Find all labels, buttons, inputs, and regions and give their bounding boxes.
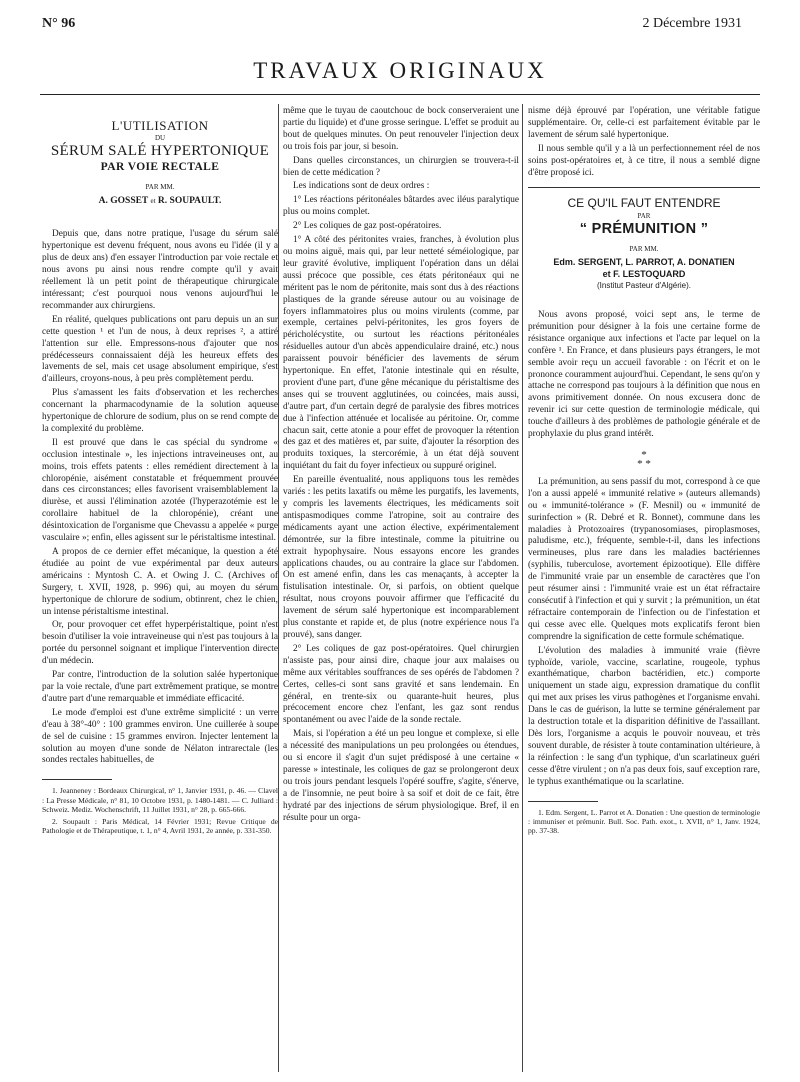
paragraph: Mais, si l'opération a été un peu longue et complexe, si elle a nécessité des manipulations un peu prolongées ou étendues, ou si encore il s'agit d'un sujet prédisposé à une certaine « paresse » intestinale, les coliques de gaz se prolongeront deux ou trois jours pendant lesquels l'opéré souffre, s'agite, s'énerve, a de l'insomnie, ne peut boire à sa soif et doit de ce fait, être hydraté par des injections de sérum physiologique. Bref, il en résulte pour un orga-: [283, 729, 519, 823]
column-divider: [522, 104, 523, 1072]
article2-institution: (Institut Pasteur d'Algérie).: [596, 281, 691, 291]
paragraph: Il est prouvé que dans le cas spécial du syndrome « occlusion intestinale », les injections intraveineuses ont, au moins, trois effets patents : elles remédient directement à la chloropénie, aisément constatable et fréquemment prouvée dans ces circonstances; elles favorisent vraisemblablement la diurèse, et aussi l'élimination azotée (l'hyperazotémie est le corollaire habituel de la chloropénie), créant une désintoxication de l'organisme que Chevassu a appelée « purge vasculaire »; enfin, elles agissent sur le péristaltisme intestinal.: [42, 437, 278, 544]
column-divider: [278, 104, 279, 1072]
asterism-bottom: * *: [637, 457, 651, 470]
article1-title-line1: L'UTILISATION: [111, 118, 209, 133]
paragraph: même que le tuyau de caoutchouc de bock conserveraient une partie du liquide) et d'une grosse seringue. L'effet se produit au bout de quelques minutes. On peut renouveler l'injection deux ou trois fois par jour, si besoin.: [283, 106, 519, 152]
paragraph: 1° Les réactions péritonéales bâtardes avec iléus paralytique plus ou moins complet.: [283, 195, 519, 218]
article2-authors-line2: et F. LESTOQUARD: [602, 269, 686, 280]
issue-date: 2 Décembre 1931: [642, 16, 742, 31]
paragraph: 1° A côté des péritonites vraies, franches, à évolution plus ou moins aiguë, mais qui, par leur netteté séméiologique, par leur gravité évolutive, impliquent l'opération dans un délai aussi précoce que possible, ces états péritonéaux qui ne méritent pas le nom de péritonite, mais sont dus à des réactions plastiques de la grande séreuse autour ou au voisinage de foyers inflammatoires plus ou moins virulents (comme, par exemple, certaines pelvi-péritonites, les gros foyers de péricholécystite, ou surtout les réactions péritonéales résiduelles autour d'un abcès appendiculaire drainé, etc.) nous paraissent pouvoir bénéficier des lavements de sérum hypertonique. En effet, l'atonie intestinale qui en résulte, provient d'une part, d'une gêne mécanique du péristaltisme des anses qui se trouvent agglutinées, ou coincées, mais aussi, d'autre part, d'un certain degré de paralysie des fibres motrices due à l'infection atténuée et localisée au péritoine. Or, comme chacun sait, cette atonie a pour effet de provoquer la rétention des gaz et des matières et, par suite, d'ajouter la résorption des produits toxiques, la stercorémie, à un état déjà souvent inquiétant du fait du foyer infectieux ou suppuré originel.: [283, 235, 519, 472]
paragraph: Nous avons proposé, voici sept ans, le terme de prémunition pour désigner à la fois une certaine forme de résistance organique aux infections et l'acte par lequel on la confère ¹. En France, et dans plusieurs pays étrangers, le mot semble avoir reçu un accueil favorable : on l'écrit et on le prononce couramment aujourd'hui. Cependant, le sens qu'on y attache ne correspond pas toujours à la définition que nous en avons primitivement donnée. On nous excusera donc de revenir ici sur cette question de terminologie médicale, qui touche d'ailleurs à des problèmes de pathologie générale et de prophylaxie du plus grand intérêt.: [528, 309, 760, 440]
paragraph: Or, pour provoquer cet effet hyperpéristaltique, point n'est besoin d'utiliser la voie intraveineuse qui n'est pas toujours à la portée du personnel soignant et implique l'intervention directe d'un médecin.: [42, 620, 278, 667]
article2-par-mm: PAR MM.: [629, 245, 659, 254]
paragraph: 2° Les coliques de gaz post-opératoires. Quel chirurgien n'assiste pas, pour ainsi dire, chaque jour aux malaises ou même aux véritables souffrances de ses opérés de l'abdomen ? Certes, celles-ci sont sans gravité et sans lendemain. En général, en trente-six ou quarante-huit heures, plus précocement encore chez l'enfant, les gaz sont rendus spontanément ou avec l'aide de la sonde rectale.: [283, 643, 519, 726]
footnote-rule: [42, 779, 112, 780]
article2-title-line2: “ PRÉMUNITION ”: [579, 221, 709, 238]
issue-number: N° 96: [42, 16, 76, 31]
article1-authors: [42, 196, 278, 208]
paragraph: Depuis que, dans notre pratique, l'usage du sérum salé hypertonique est devenu fréquent, nous avons eu l'idée (il y a plus de deux ans) d'en essayer l'introduction par voie rectale et nous avons pu ainsi nous rendre compte qu'il y avait réellement là un petit point de thérapeutique chirurgicale intéressant; c'est pourquoi nous venons aujourd'hui le recommander aux chirurgiens.: [42, 229, 278, 311]
paragraph: La prémunition, au sens passif du mot, correspond à ce que l'on a aussi appelé « immunité relative » (auteurs allemands) ou « immunité-tolérance » (F. Mesnil) ou « immunité de surinfection » (R. Debré et R. Bonnet), commune dans les maladies à Protozoaires (trypanosomiases, piroplasmoses, paludisme, etc.), fréquente, semble-t-il, dans les infections vermineuses, plus rare dans les maladies bactériennes (syphilis, tuberculose, avortement épizootique). Elle diffère de l'immunité vraie par un ensemble de caractères que l'on peut résumer ainsi : l'immunité vraie est un état réfractaire consécutif à l'infection et qui y survit ; la prémunition, un état réfractaire contemporain de l'infection ou de l'infestation et qui cesse avec elle. Quelques mots explicatifs feront bien comprendre la signification de cette formule schématique.: [528, 476, 760, 642]
paragraph: Par contre, l'introduction de la solution salée hypertonique par la voie rectale, d'une part extrêmement pratique, se montre d'autre part d'une remarquable et immédiate efficacité.: [42, 670, 278, 704]
article1-par: PAR MM.: [145, 182, 175, 191]
article1-title-du: DU: [154, 133, 166, 142]
column-2: [283, 106, 519, 826]
article1-title-block: [42, 120, 278, 207]
paragraph: Les indications sont de deux ordres :: [293, 181, 430, 192]
paragraph: nisme déjà éprouvé par l'opération, une véritable fatigue supplémentaire. Or, celle-ci est parfaitement évitable par le lavement de sérum salé hypertonique.: [528, 106, 760, 140]
article2-par: PAR: [637, 212, 651, 221]
paragraph: Le mode d'emploi est d'une extrême simplicité : un verre d'eau à 38°-40° : 100 grammes environ. Une cuillerée à soupe de sel de cuisine : 15 grammes environ. Injecter lentement la solution au moyen d'une sonde de Nélaton intrarectale (les sondes rectales habituelles, de: [42, 707, 278, 766]
article1-author1: A. GOSSET: [98, 195, 149, 206]
article1-title-line3: PAR VOIE RECTALE: [100, 160, 220, 173]
paragraph: Il nous semble qu'il y a là un perfectionnement réel de nos soins post-opératoires et, à ce titre, il nous a semblé digne d'être proposé ici.: [528, 143, 760, 178]
footnote: 2. Soupault : Paris Médical, 14 Février 1931; Revue Critique de Pathologie et de Thérapeutique, t. 1, n° 4, Avril 1931, 2e année, p. 331-350.: [42, 816, 278, 835]
column-3: [528, 106, 760, 838]
footnote: 1. Jeanneney : Bordeaux Chirurgical, n° 1, Janvier 1931, p. 46. — Clavel : La Presse Médicale, n° 81, 10 Octobre 1931, p. 1480-1481. — C. Julliard : Schweiz. Mediz. Wochenschrift, 11 Juillet 1931, n° 28, p. 665-666.: [42, 786, 278, 815]
paragraph: En réalité, quelques publications ont paru depuis un an sur cette question ¹ et l'un de nous, à deux reprises ², a attiré l'attention sur elle. Empressons-nous d'ajouter que nos prédécesseurs connaissaient déjà les heureux effets des lavements de sel, mais cet usage absolument empirique, s'est d'ailleurs, croyons-nous, à peu près complètement perdu.: [42, 314, 278, 385]
paragraph: En pareille éventualité, nous appliquons tous les remèdes variés : les petits laxatifs ou même les purgatifs, les lavements, y compris les lavements électriques, les médicaments soit antispasmodiques comme l'atropine, soit au contraire des médicaments ayant une action élective, expérimentalement démontrée, sur la fibre intestinale, comme la pituitrine ou extrait hypophysaire. Nous essayons encore les grandes applications chaudes, ou au contraire la glace sur l'abdomen. On est amené enfin, dans les cas menaçants, à accepter la fistulisation intestinale. Or, si parfois, on obtient quelque résultat, nous croyons pouvoir affirmer que l'efficacité du lavement de sérum salé hypertonique est incomparablement plus constante et rapide et, de plus (notre expérience nous l'a prouvé), sans danger.: [283, 475, 519, 640]
asterism: [528, 448, 760, 470]
asterism-top: *: [641, 448, 647, 461]
article1-author-et: et: [150, 196, 156, 205]
column-1: [42, 106, 278, 837]
paragraph: L'évolution des maladies à immunité vraie (fièvre typhoïde, variole, vaccine, scarlatine, rougeole, typhus exanthématique, charbon bactéridien, etc.) comporte uniquement un stade aigu, expression dramatique du conflit qui met aux prises les virus pathogènes et l'organisme envahi. Dans le cas de guérison, la lutte se termine généralement par la destruction totale et la disparition définitive de l'assaillant. Dès lors, l'organisme a acquis le pouvoir nouveau, et très souvent durable, de résister à toute contamination ultérieure, à la réinfection : le sang d'un typhique, d'un scarlatineux guéri cesse d'être virulent ; on n'a pas deux fois, sauf exception rare, le typhus exanthématique ou la scarlatine.: [528, 645, 760, 787]
article2-title-line1: CE QU'IL FAUT ENTENDRE: [567, 196, 721, 211]
footnote: 1. Edm. Sergent, L. Parrot et A. Donatien : Une question de terminologie : immuniser et prémunir. Bull. Soc. Path. exot., t. XVII, n° 1, Janv. 1924, pp. 37-38.: [528, 807, 760, 836]
header-rule: [40, 94, 760, 95]
footnote-rule: [528, 801, 598, 802]
article2-title-block: [528, 198, 760, 292]
article1-author2: R. SOUPAULT.: [157, 195, 222, 206]
paragraph: Dans quelles circonstances, un chirurgien se trouvera-t-il bien de cette médication ?: [283, 155, 519, 178]
section-title: TRAVAUX ORIGINAUX: [253, 58, 547, 83]
article2-authors-line1: Edm. SERGENT, L. PARROT, A. DONATIEN: [553, 257, 735, 268]
paragraph: A propos de ce dernier effet mécanique, la question a été étudiée au point de vue expérimental par deux auteurs américains : Myntosh C. A. et Owing J. C. (Archives of Surgery, t. XVII, 1928, p. 996) qui, au moyen du sérum hypertonique de chlorure de sodium, obtinrent, chez le chien, un intense péristaltisme intestinal.: [42, 547, 278, 617]
article-separator: [528, 187, 760, 188]
paragraph: 2° Les coliques de gaz post-opératoires.: [293, 221, 442, 232]
paragraph: Plus s'amassent les faits d'observation et les recherches concernant la pharmacodynamie de la solution aqueuse hypertonique de chlorure de sodium, plus on se rend compte de la complexité du problème.: [42, 388, 278, 434]
article1-title-line2: SÉRUM SALÉ HYPERTONIQUE: [50, 142, 270, 159]
